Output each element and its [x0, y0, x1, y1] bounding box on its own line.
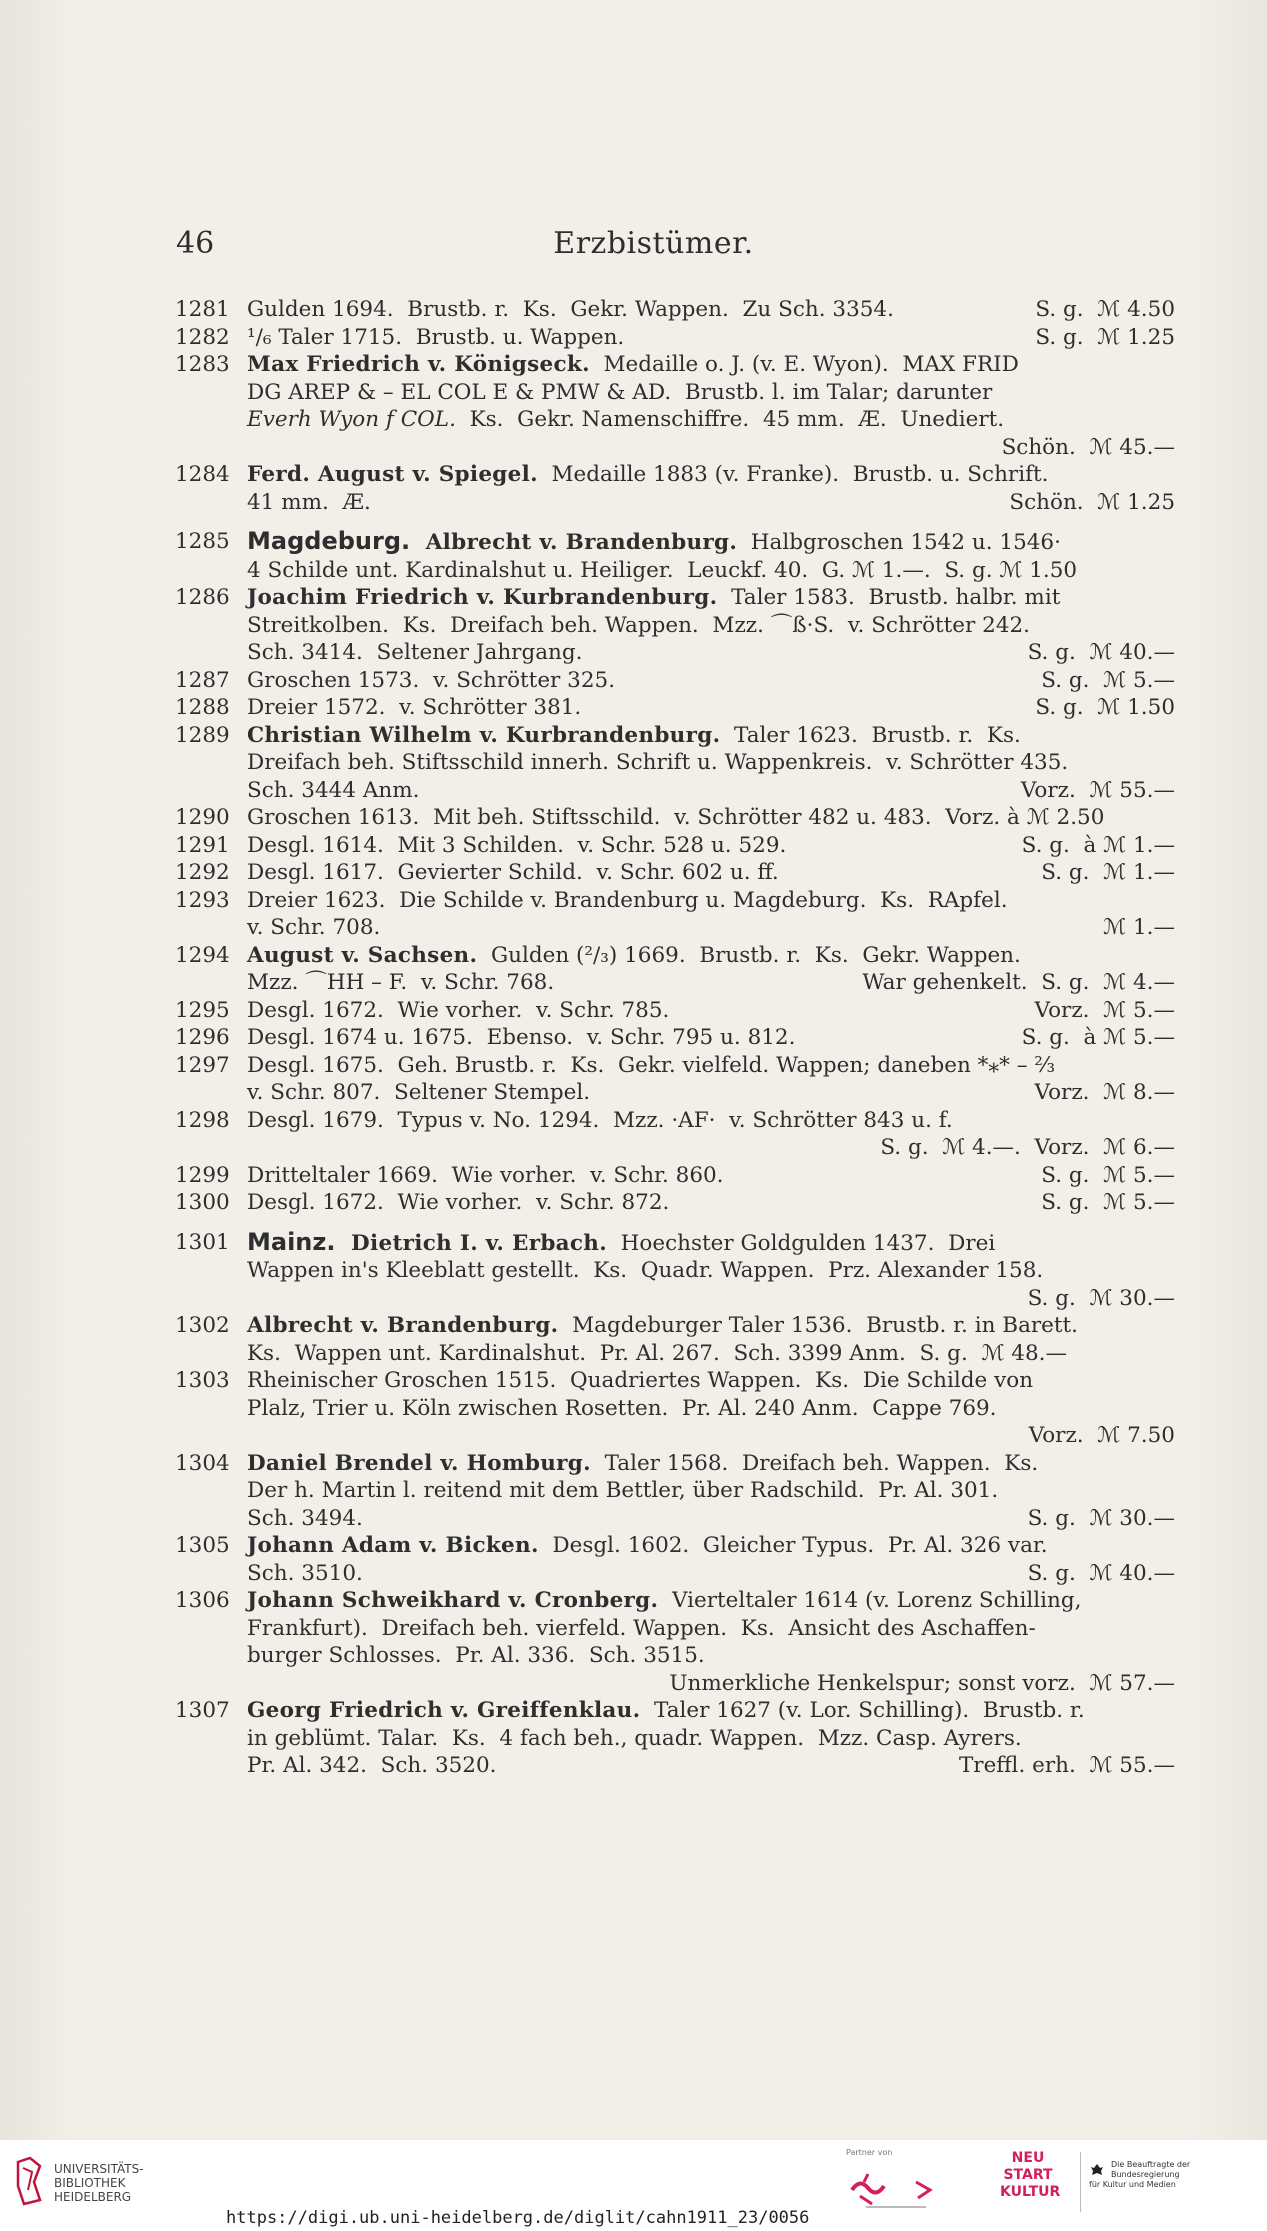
entry-description: [247, 324, 1175, 352]
entry-text: [247, 1395, 997, 1423]
entry-number: 1307: [175, 1698, 230, 1723]
entry-text: [247, 777, 419, 805]
section-heading: Mainz.: [247, 1227, 336, 1256]
entry-line: [247, 942, 1175, 970]
entry-text-segment: Everh Wyon f COL.: [247, 407, 456, 432]
entry-text-segment: Gulden 1694. Brustb. r. Ks. Gekr. Wappen. Zu Sch. 3354.: [247, 297, 894, 322]
entry-line: [247, 1229, 1175, 1258]
entry-text: [247, 1697, 1085, 1725]
entry-line: [247, 694, 1175, 722]
ruler-name: Johann Schweikhard v. Cronberg.: [247, 1588, 659, 1613]
price: S. g. ℳ 40.—: [1027, 640, 1175, 665]
ddb-partner-logo-icon[interactable]: [846, 2160, 956, 2212]
entry-number: 1292: [175, 860, 230, 885]
library-name-line: UNIVERSITÄTS-: [54, 2162, 144, 2176]
entry-text-segment: Taler 1568. Dreifach beh. Wappen. Ks.: [590, 1450, 1039, 1476]
price: S. g. ℳ 40.—: [1027, 1560, 1175, 1586]
catalog-entry: [175, 832, 1175, 860]
entry-text-segment: ¹/₆ Taler 1715. Brustb. u. Wappen.: [247, 324, 625, 350]
entry-line: [247, 887, 1175, 915]
entry-line: [247, 406, 1175, 434]
ruler-name: Ferd. August v. Spiegel.: [247, 462, 538, 487]
entry-number: 1284: [175, 462, 230, 487]
entry-text: [247, 694, 581, 722]
entry-text-segment: Desgl. 1672. Wie vorher. v. Schr. 785.: [247, 997, 670, 1023]
price: S. g. ℳ 1.50: [1035, 695, 1175, 720]
catalog-entry: [175, 1107, 1175, 1162]
section-heading: Magdeburg.: [247, 527, 411, 555]
entry-text: [247, 584, 1060, 612]
entry-text-segment: 41 mm. Æ.: [247, 489, 371, 515]
entry-text-segment: Medaille o. J. (v. E. Wyon). MAX FRID: [589, 352, 1019, 377]
entry-description: [247, 694, 1175, 722]
library-name-line: BIBLIOTHEK: [54, 2176, 126, 2190]
running-head: Erzbistümer.: [553, 226, 754, 261]
neustart-kultur-logo[interactable]: [1000, 2150, 1061, 2214]
entry-text: [247, 461, 1049, 489]
neustart-line: KULTUR: [1000, 2184, 1061, 2200]
entry-text-segment: in geblümt. Talar. Ks. 4 fach beh., quadr. Wappen. Mzz. Casp. Ayrers.: [247, 1725, 1022, 1751]
entry-text: [247, 1024, 795, 1052]
entry-description: [247, 1162, 1175, 1190]
catalog-entry: [175, 1450, 1175, 1533]
entry-description: [247, 887, 1175, 942]
entry-description: [247, 1229, 1175, 1313]
entry-text-segment: Desgl. 1672. Wie vorher. v. Schr. 872.: [247, 1190, 670, 1215]
price: S. g. ℳ 30.—: [1027, 1285, 1175, 1311]
entry-line: [247, 1189, 1175, 1217]
ruler-name: Joachim Friedrich v. Kurbrandenburg.: [247, 585, 718, 610]
entry-text: [247, 296, 894, 324]
price: Schön. ℳ 1.25: [1009, 489, 1175, 515]
entry-description: [247, 1107, 1175, 1162]
entry-number: 1303: [175, 1368, 230, 1393]
entry-text-segment: Sch. 3510.: [247, 1560, 363, 1586]
ruler-name: Albrecht v. Brandenburg.: [247, 1313, 559, 1338]
entry-text-segment: Ks. Wappen unt. Kardinalshut. Pr. Al. 267. Sch. 3399 Anm. S. g. ℳ 48.—: [247, 1340, 1067, 1366]
entry-line: [247, 1422, 1175, 1450]
price: S. g. ℳ 4.—. Vorz. ℳ 6.—: [880, 1135, 1175, 1160]
catalog-entry: [175, 942, 1175, 997]
entry-number: 1281: [175, 297, 230, 322]
entry-number: 1290: [175, 805, 230, 830]
entry-description: [247, 1450, 1175, 1533]
entry-text-segment: Taler 1627 (v. Lor. Schilling). Brustb. r.: [640, 1698, 1085, 1723]
entry-line: [247, 434, 1175, 462]
entry-number: 1305: [175, 1533, 230, 1558]
entry-text: [247, 351, 1019, 379]
entry-line: [247, 612, 1175, 640]
entry-text: [247, 1532, 1048, 1560]
entry-text-segment: Medaille 1883 (v. Franke). Brustb. u. Schrift.: [537, 462, 1049, 487]
catalog-entry: [175, 1697, 1175, 1780]
entry-text: [247, 324, 624, 352]
ruler-name: Georg Friedrich v. Greiffenklau.: [247, 1698, 641, 1723]
entry-text-segment: Taler 1623. Brustb. r. Ks.: [720, 722, 1021, 748]
price: S. g. ℳ 1.—: [1041, 860, 1175, 885]
entry-text: [247, 1189, 669, 1217]
entry-line: [247, 1642, 1175, 1670]
entry-line: [247, 969, 1175, 997]
entry-description: [247, 1312, 1175, 1367]
price: Treffl. erh. ℳ 55.—: [958, 1753, 1175, 1778]
entry-number: 1283: [175, 352, 230, 377]
entry-text-segment: Magdeburger Taler 1536. Brustb. r. in Barett.: [558, 1313, 1079, 1338]
entry-number: 1288: [175, 695, 230, 720]
entry-text: [247, 887, 1008, 915]
entry-line: [247, 461, 1175, 489]
catalog-entry: [175, 722, 1175, 805]
entry-number: 1294: [175, 942, 230, 968]
entry-number: 1286: [175, 585, 230, 610]
entry-text-segment: Sch. 3444 Anm.: [247, 777, 420, 803]
catalog-entry: [175, 584, 1175, 667]
entry-text-segment: Frankfurt). Dreifach beh. vierfeld. Wappen. Ks. Ansicht des Aschaffen-: [247, 1615, 1036, 1641]
catalog-entry: [175, 351, 1175, 461]
catalog-entry: [175, 324, 1175, 352]
catalog-entry: [175, 296, 1175, 324]
ruler-name: Christian Wilhelm v. Kurbrandenburg.: [247, 722, 721, 748]
federal-eagle-icon: [1089, 2162, 1105, 2178]
entry-description: [247, 296, 1175, 324]
entry-line: [247, 859, 1175, 887]
entry-line: [247, 1052, 1175, 1080]
entry-number: 1299: [175, 1162, 230, 1188]
entry-text: [247, 1312, 1078, 1340]
entry-number: 1285: [175, 529, 230, 554]
entry-line: [247, 528, 1175, 557]
entry-line: [247, 1752, 1175, 1780]
entry-description: [247, 832, 1175, 860]
entry-line: [247, 1134, 1175, 1162]
entry-text-segment: Streitkolben. Ks. Dreifach beh. Wappen. Mzz. ⌒ß·S. v. Schrötter 242.: [247, 612, 1031, 638]
price: Schön. ℳ 45.—: [1001, 434, 1175, 460]
page-number: 46: [176, 226, 215, 261]
entry-line: [247, 1024, 1175, 1052]
entry-description: [247, 667, 1175, 695]
entry-text: [247, 639, 582, 667]
entry-description: [247, 528, 1175, 584]
entry-text-segment: Groschen 1573. v. Schrötter 325.: [247, 667, 616, 693]
entry-text: [247, 1079, 590, 1107]
entry-text-segment: Pr. Al. 342. Sch. 3520.: [247, 1753, 497, 1778]
entry-text: [247, 1162, 724, 1190]
entry-line: [247, 1532, 1175, 1560]
entry-text: [247, 1725, 1022, 1753]
bkm-logo[interactable]: [1080, 2152, 1259, 2212]
entry-number: 1296: [175, 1025, 230, 1050]
price: S. g. ℳ 4.50: [1035, 297, 1175, 322]
entry-text-segment: Dreier 1572. v. Schrötter 381.: [247, 695, 582, 720]
partner-label: Partner von: [846, 2148, 893, 2157]
entry-line: [247, 489, 1175, 517]
entry-line: [247, 832, 1175, 860]
price: Vorz. ℳ 5.—: [1034, 997, 1175, 1023]
entry-text-segment: v. Schr. 807. Seltener Stempel.: [247, 1080, 591, 1105]
entry-description: [247, 1024, 1175, 1052]
catalog-entry: [175, 528, 1175, 584]
catalog-entry: [175, 804, 1175, 832]
catalog-entry: [175, 887, 1175, 942]
entry-text: [247, 406, 1004, 434]
entry-text-segment: Desgl. 1614. Mit 3 Schilden. v. Schr. 528 u. 529.: [247, 832, 787, 858]
entry-number: 1300: [175, 1190, 230, 1215]
price: S. g. ℳ 30.—: [1027, 1505, 1175, 1531]
entry-text: [247, 1587, 1081, 1615]
price: S. g. à ℳ 1.—: [1021, 832, 1175, 858]
page-header: [0, 226, 1267, 266]
entry-line: [247, 1670, 1175, 1698]
catalog-entry: [175, 997, 1175, 1025]
entry-text: [247, 832, 786, 860]
entry-text-segment: Sch. 3414. Seltener Jahrgang.: [247, 640, 583, 665]
entry-line: [247, 1505, 1175, 1533]
entry-text: [247, 1450, 1038, 1478]
library-name: [54, 2162, 144, 2204]
catalog-entry: [175, 1162, 1175, 1190]
entry-description: [247, 1052, 1175, 1107]
entry-line: [247, 777, 1175, 805]
catalog-entry: [175, 1587, 1175, 1697]
viewer-footer: [0, 2140, 1267, 2231]
entry-text-segment: Sch. 3494.: [247, 1505, 363, 1531]
entry-description: [247, 942, 1175, 997]
price: S. g. à ℳ 5.—: [1021, 1025, 1175, 1050]
price: S. g. ℳ 5.—: [1041, 667, 1175, 693]
entry-number: 1306: [175, 1588, 230, 1613]
ruler-name: Albrecht v. Brandenburg.: [410, 530, 738, 555]
catalog-entries: [175, 296, 1175, 1780]
document-url[interactable]: https://digi.ub.uni-heidelberg.de/diglit/cahn1911_23/0056: [226, 2208, 810, 2228]
entry-text: [247, 1340, 1067, 1368]
entry-number: 1304: [175, 1450, 230, 1476]
entry-line: [247, 1395, 1175, 1423]
entry-line: [247, 667, 1175, 695]
entry-text-segment: Hoechster Goldgulden 1437. Drei: [607, 1230, 996, 1256]
price: S. g. ℳ 5.—: [1041, 1190, 1175, 1215]
entry-description: [247, 859, 1175, 887]
entry-line: [247, 296, 1175, 324]
entry-text: [247, 804, 1104, 832]
entry-text: [247, 379, 992, 407]
entry-line: [247, 1697, 1175, 1725]
ub-heidelberg-logo-icon[interactable]: [14, 2156, 44, 2206]
entry-text-segment: burger Schlosses. Pr. Al. 336. Sch. 3515.: [247, 1643, 705, 1668]
entry-text-segment: Der h. Martin l. reitend mit dem Bettler, über Radschild. Pr. Al. 301.: [247, 1478, 999, 1503]
entry-description: [247, 1587, 1175, 1697]
entry-line: [247, 804, 1175, 832]
entry-text-segment: Desgl. 1675. Geh. Brustb. r. Ks. Gekr. vielfeld. Wappen; daneben *⁎* – ²⁄₃: [247, 1052, 1056, 1078]
catalog-entry: [175, 1189, 1175, 1217]
price: ℳ 1.—: [1103, 915, 1175, 940]
entry-text: [247, 557, 1077, 585]
entry-line: [247, 1162, 1175, 1190]
entry-text-segment: 4 Schilde unt. Kardinalshut u. Heiliger. Leuckf. 40. G. ℳ 1.—. S. g. ℳ 1.50: [247, 557, 1078, 583]
entry-line: [247, 1367, 1175, 1395]
entry-text: [247, 1367, 1033, 1395]
catalog-entry: [175, 461, 1175, 516]
entry-description: [247, 351, 1175, 461]
entry-text-segment: Dritteltaler 1669. Wie vorher. v. Schr. 860.: [247, 1162, 724, 1188]
entry-line: [247, 557, 1175, 585]
entry-description: [247, 722, 1175, 805]
entry-number: 1295: [175, 997, 230, 1023]
ruler-name: Dietrich I. v. Erbach.: [335, 1230, 607, 1256]
entry-text: [247, 1642, 705, 1670]
entry-text: [247, 528, 1061, 557]
library-name-line: HEIDELBERG: [54, 2190, 132, 2204]
neustart-line: START: [1003, 2167, 1053, 2183]
price: S. g. ℳ 5.—: [1041, 1162, 1175, 1188]
entry-line: [247, 914, 1175, 942]
entry-text-segment: Dreier 1623. Die Schilde v. Brandenburg u. Magdeburg. Ks. RApfel.: [247, 887, 1008, 913]
entry-text-segment: Wappen in's Kleeblatt gestellt. Ks. Quadr. Wappen. Prz. Alexander 158.: [247, 1258, 1044, 1283]
price: Vorz. ℳ 55.—: [1020, 777, 1175, 803]
entry-text: [247, 1752, 497, 1780]
entry-text-segment: Gulden (²/₃) 1669. Brustb. r. Ks. Gekr. Wappen.: [477, 942, 1021, 968]
entry-number: 1282: [175, 324, 230, 350]
entry-number: 1291: [175, 832, 230, 858]
entry-line: [247, 639, 1175, 667]
entry-number: 1302: [175, 1313, 230, 1338]
entry-text-segment: Ks. Gekr. Namenschiffre. 45 mm. Æ. Unediert.: [455, 407, 1005, 432]
entry-description: [247, 1189, 1175, 1217]
ruler-name: August v. Sachsen.: [247, 942, 478, 968]
entry-text-segment: Rheinischer Groschen 1515. Quadriertes Wappen. Ks. Die Schilde von: [247, 1368, 1034, 1393]
entry-line: [247, 1107, 1175, 1135]
entry-text: [247, 749, 1068, 777]
entry-line: [247, 1725, 1175, 1753]
entry-line: [247, 584, 1175, 612]
bkm-text-line: für Kultur und Medien: [1089, 2180, 1176, 2189]
entry-line: [247, 351, 1175, 379]
entry-text: [247, 667, 615, 695]
entry-description: [247, 461, 1175, 516]
entry-text-segment: Desgl. 1617. Gevierter Schild. v. Schr. 602 u. ff.: [247, 860, 779, 885]
entry-text: [247, 722, 1021, 750]
entry-description: [247, 804, 1175, 832]
entry-text-segment: Desgl. 1679. Typus v. No. 1294. Mzz. ·AF· v. Schrötter 843 u. f.: [247, 1107, 953, 1133]
price: Vorz. ℳ 7.50: [1028, 1423, 1175, 1448]
entry-text: [247, 1477, 998, 1505]
entry-number: 1297: [175, 1052, 230, 1078]
price: S. g. ℳ 1.25: [1035, 324, 1175, 350]
catalog-entry: [175, 1312, 1175, 1367]
catalog-entry: [175, 1229, 1175, 1313]
neustart-line: NEU: [1011, 2150, 1045, 2166]
ruler-name: Max Friedrich v. Königseck.: [247, 352, 590, 377]
catalog-entry: [175, 667, 1175, 695]
entry-number: 1293: [175, 887, 230, 913]
price: Unmerkliche Henkelspur; sonst vorz. ℳ 57.—: [669, 1670, 1175, 1696]
entry-line: [247, 1477, 1175, 1505]
price: War gehenkelt. S. g. ℳ 4.—: [862, 970, 1175, 995]
entry-text-segment: Mzz. ⌒HH – F. v. Schr. 768.: [247, 970, 555, 995]
entry-text: [247, 1229, 995, 1258]
entry-text-segment: v. Schr. 708.: [247, 915, 381, 940]
entry-description: [247, 1532, 1175, 1587]
entry-text: [247, 942, 1021, 970]
entry-text: [247, 1615, 1036, 1643]
entry-text: [247, 1107, 953, 1135]
entry-line: [247, 379, 1175, 407]
catalog-entry: [175, 859, 1175, 887]
entry-line: [247, 722, 1175, 750]
entry-line: [247, 324, 1175, 352]
entry-line: [247, 1312, 1175, 1340]
catalog-entry: [175, 1052, 1175, 1107]
entry-text-segment: Desgl. 1602. Gleicher Typus. Pr. Al. 326 var.: [538, 1533, 1048, 1558]
entry-text-segment: Taler 1583. Brustb. halbr. mit: [717, 585, 1061, 610]
entry-description: [247, 997, 1175, 1025]
entry-text: [247, 489, 371, 517]
entry-text: [247, 1560, 363, 1588]
entry-text-segment: Plalz, Trier u. Köln zwischen Rosetten. Pr. Al. 240 Anm. Cappe 769.: [247, 1395, 997, 1421]
entry-description: [247, 1697, 1175, 1780]
entry-line: [247, 1587, 1175, 1615]
catalog-entry: [175, 1367, 1175, 1450]
bkm-text-line: Die Beauftragte der Bundesregierung: [1111, 2160, 1191, 2179]
entry-text-segment: Desgl. 1674 u. 1675. Ebenso. v. Schr. 795 u. 812.: [247, 1025, 796, 1050]
entry-text-segment: Vierteltaler 1614 (v. Lorenz Schilling,: [658, 1588, 1082, 1613]
entry-line: [247, 1340, 1175, 1368]
entry-number: 1301: [175, 1229, 230, 1255]
entry-number: 1298: [175, 1107, 230, 1133]
entry-line: [247, 1079, 1175, 1107]
entry-text: [247, 1052, 1055, 1080]
entry-line: [247, 1257, 1175, 1285]
entry-number: 1287: [175, 667, 230, 693]
entry-line: [247, 749, 1175, 777]
entry-text-segment: DG AREP & – EL COL E & PMW & AD. Brustb. l. im Talar; darunter: [247, 379, 993, 405]
entry-number: 1289: [175, 722, 230, 748]
entry-text-segment: Halbgroschen 1542 u. 1546·: [737, 530, 1061, 555]
ruler-name: Daniel Brendel v. Homburg.: [247, 1450, 591, 1476]
entry-text: [247, 1257, 1043, 1285]
catalog-entry: [175, 694, 1175, 722]
entry-line: [247, 997, 1175, 1025]
catalog-entry: [175, 1024, 1175, 1052]
entry-text: [247, 859, 779, 887]
price: Vorz. ℳ 8.—: [1034, 1080, 1175, 1105]
entry-text: [247, 969, 554, 997]
ruler-name: Johann Adam v. Bicken.: [247, 1533, 539, 1558]
entry-line: [247, 1615, 1175, 1643]
entry-text: [247, 1505, 363, 1533]
entry-line: [247, 1285, 1175, 1313]
entry-line: [247, 1560, 1175, 1588]
entry-line: [247, 1450, 1175, 1478]
entry-text-segment: Groschen 1613. Mit beh. Stiftsschild. v. Schrötter 482 u. 483. Vorz. à ℳ 2.50: [247, 805, 1105, 830]
catalog-entry: [175, 1532, 1175, 1587]
entry-text: [247, 997, 669, 1025]
entry-text-segment: Dreifach beh. Stiftsschild innerh. Schrift u. Wappenkreis. v. Schrötter 435.: [247, 750, 1069, 775]
entry-description: [247, 1367, 1175, 1450]
entry-description: [247, 584, 1175, 667]
entry-text: [247, 612, 1030, 640]
entry-text: [247, 914, 380, 942]
